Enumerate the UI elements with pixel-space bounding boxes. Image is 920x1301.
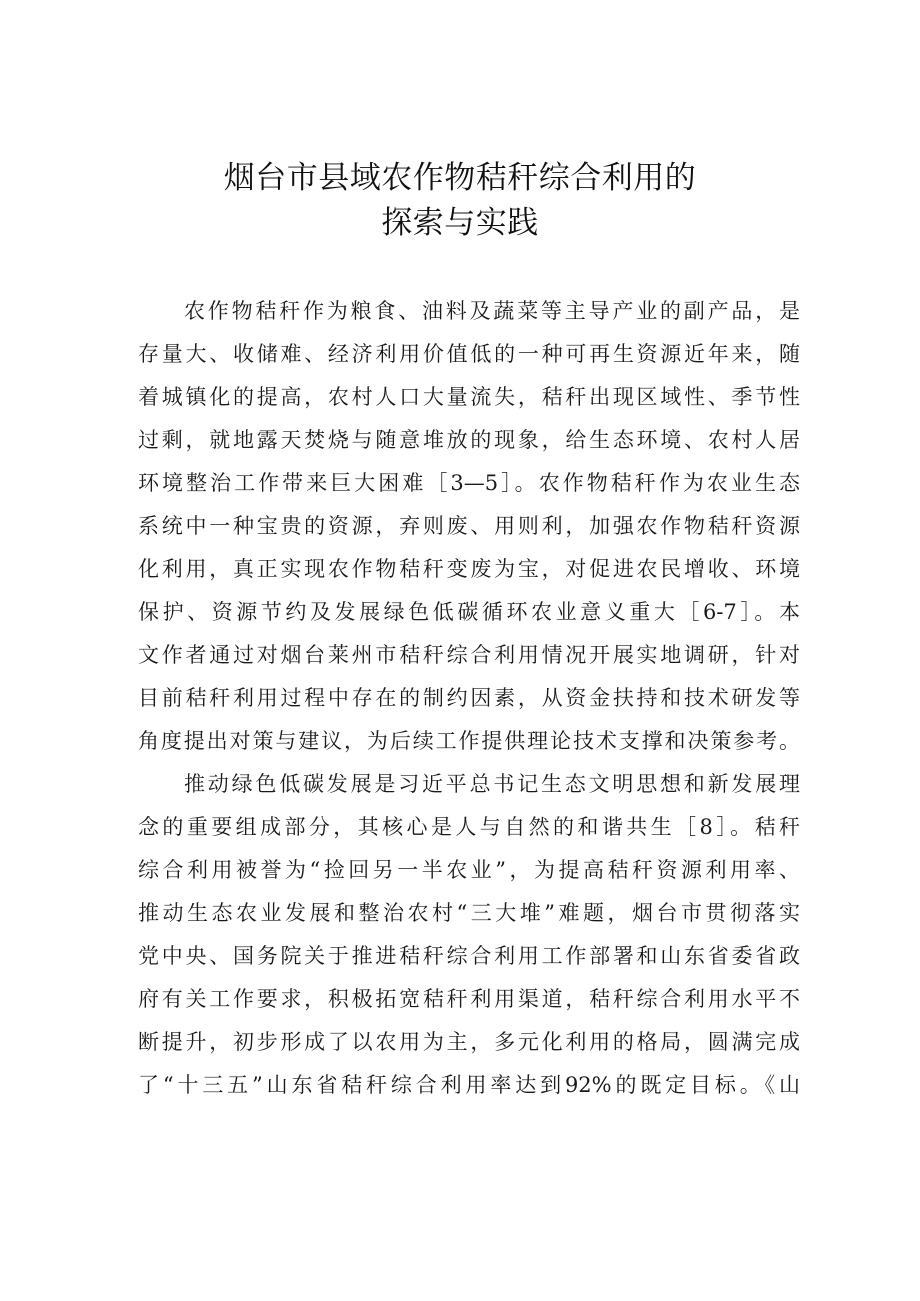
document-title-line-2: 探索与实践: [381, 205, 539, 241]
paragraph-line: 系统中一种宝贵的资源，弃则废、用则利，加强农作物秸秆资源: [138, 514, 800, 538]
paragraph-line: 角度提出对策与建议，为后续工作提供理论技术支撑和决策参考。: [138, 729, 800, 753]
paragraph-line: 农作物秸秆作为粮食、油料及蔬菜等主导产业的副产品，是: [184, 299, 800, 323]
paragraph-line: 环境整治工作带来巨大困难［3—5］。农作物秸秆作为农业生态: [138, 471, 800, 495]
paragraph-line: 过剩，就地露天焚烧与随意堆放的现象，给生态环境、农村人居: [138, 428, 800, 452]
paragraph-line: 党中央、国务院关于推进秸秆综合利用工作部署和山东省委省政: [138, 944, 800, 968]
paragraph-line: 念的重要组成部分，其核心是人与自然的和谐共生［8］。秸秆: [138, 815, 800, 839]
paragraph-line: 推动生态农业发展和整治农村“三大堆”难题，烟台市贯彻落实: [138, 901, 800, 925]
paragraph-line: 着城镇化的提高，农村人口大量流失，秸秆出现区域性、季节性: [138, 385, 800, 409]
paragraph-line: 综合利用被誉为“捡回另一半农业”，为提高秸秆资源利用率、: [138, 858, 800, 882]
document-title-line-1: 烟台市县域农作物秸秆综合利用的: [223, 160, 697, 196]
paragraph-line: 府有关工作要求，积极拓宽秸秆利用渠道，秸秆综合利用水平不: [138, 987, 800, 1011]
paragraph-line: 文作者通过对烟台莱州市秸秆综合利用情况开展实地调研，针对: [138, 643, 800, 667]
paragraph-line: 了“十三五”山东省秸秆综合利用率达到92%的既定目标。《山: [138, 1073, 800, 1097]
paragraph-line: 化利用，真正实现农作物秸秆变废为宝，对促进农民增收、环境: [138, 557, 800, 581]
paragraph-line: 推动绿色低碳发展是习近平总书记生态文明思想和新发展理: [184, 772, 800, 796]
paragraph-line: 存量大、收储难、经济利用价值低的一种可再生资源近年来，随: [138, 342, 800, 366]
paragraph-line: 目前秸秆利用过程中存在的制约因素，从资金扶持和技术研发等: [138, 686, 800, 710]
paragraph-line: 保护、资源节约及发展绿色低碳循环农业意义重大［6-7］。本: [138, 600, 800, 624]
paragraph-line: 断提升，初步形成了以农用为主，多元化利用的格局，圆满完成: [138, 1030, 800, 1054]
